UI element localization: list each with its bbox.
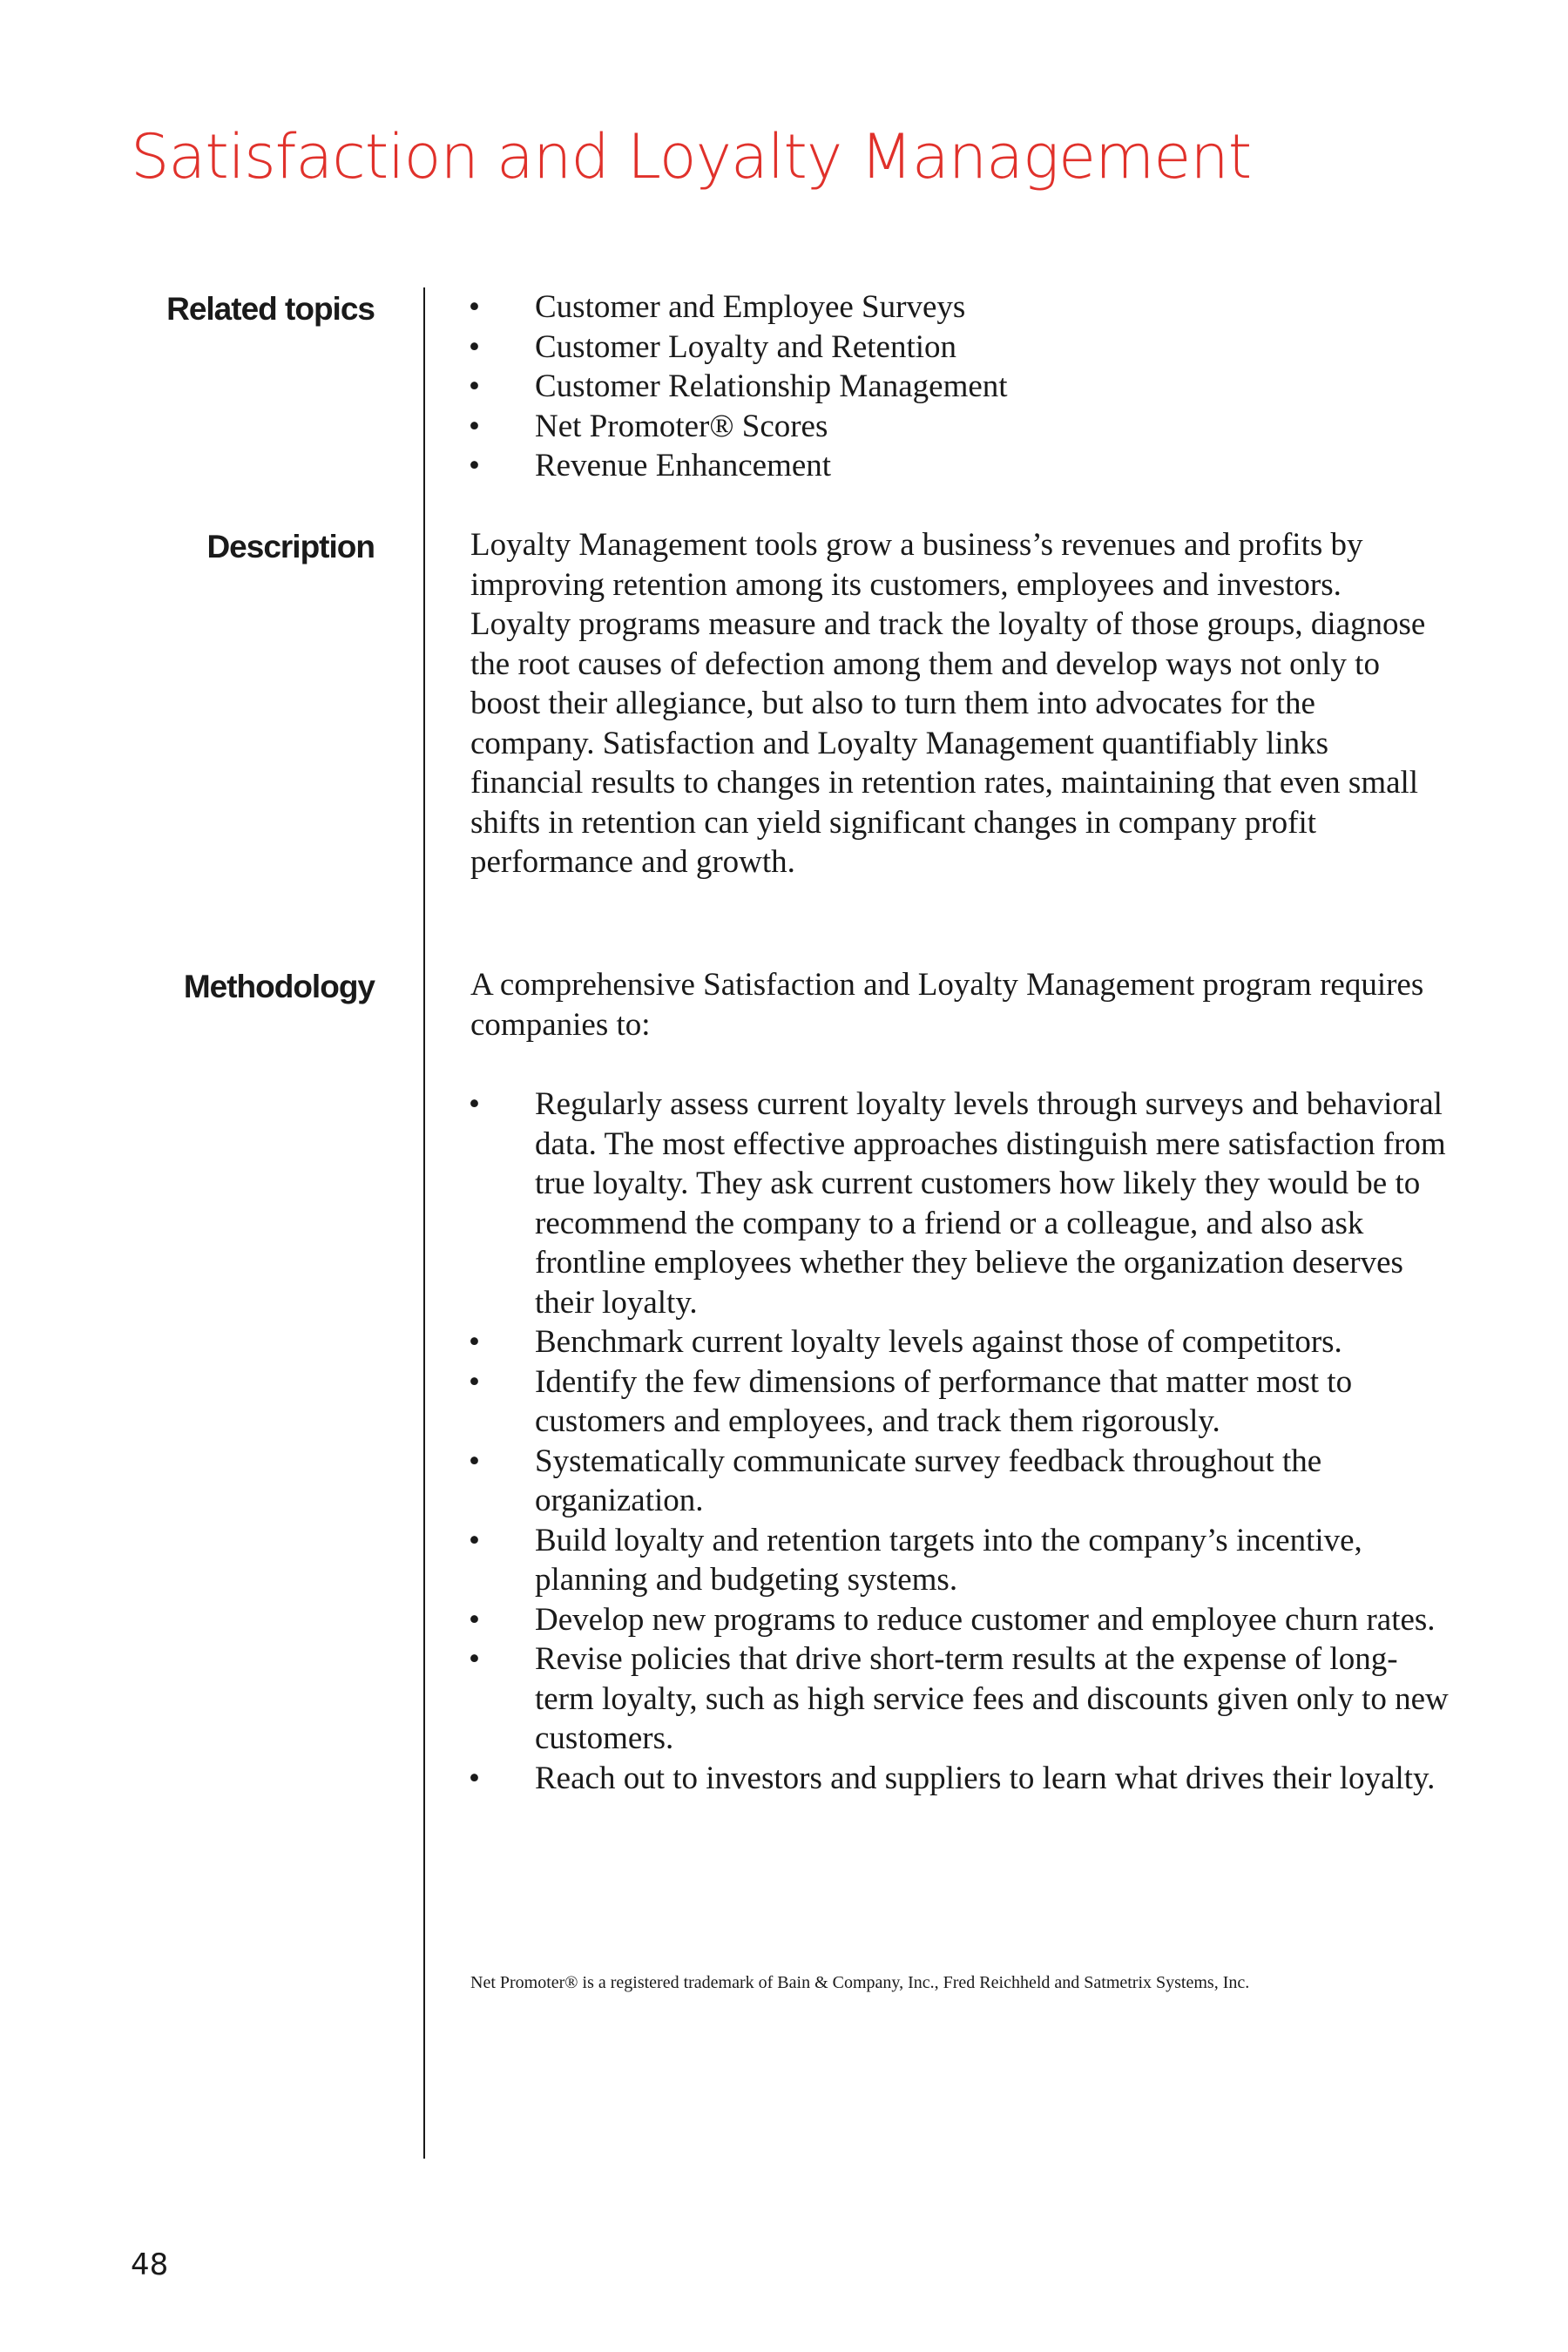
page-title: Satisfaction and Loyalty Management <box>131 121 1252 193</box>
related-topic-text: Customer Relationship Management <box>535 368 1008 404</box>
methodology-item <box>469 1322 1453 1362</box>
methodology-text: Benchmark current loyalty levels against those of competitors. <box>535 1324 1342 1360</box>
related-topic-text: Customer Loyalty and Retention <box>535 328 956 365</box>
methodology-item <box>469 1085 1453 1322</box>
methodology-list <box>469 1085 1453 1798</box>
bullet-icon: • <box>469 1601 480 1638</box>
bullet-icon: • <box>469 1324 480 1360</box>
page-number: 48 <box>131 2247 169 2282</box>
description-label: Description <box>206 529 375 564</box>
methodology-text: Develop new programs to reduce customer and employee churn rates. <box>535 1601 1436 1638</box>
bullet-icon: • <box>469 1760 480 1796</box>
methodology-item <box>469 1362 1453 1442</box>
methodology-intro: A comprehensive Satisfaction and Loyalty Management program requires companies to: <box>470 967 1424 1043</box>
bullet-icon: • <box>469 1641 480 1677</box>
related-topic-text: Net Promoter® Scores <box>535 408 828 444</box>
related-topic-text: Customer and Employee Surveys <box>535 289 966 325</box>
methodology-item <box>469 1442 1453 1521</box>
bullet-icon: • <box>469 368 480 404</box>
bullet-icon: • <box>469 1443 480 1479</box>
bullet-icon: • <box>469 1522 480 1558</box>
vertical-divider <box>423 287 425 2159</box>
bullet-icon: • <box>469 1086 480 1122</box>
methodology-text: Systematically communicate survey feedback throughout the organization. <box>535 1443 1322 1518</box>
related-topic-item <box>469 367 1453 407</box>
related-topic-text: Revenue Enhancement <box>535 448 832 483</box>
related-topic-item <box>469 328 1453 368</box>
related-topics-label: Related topics <box>166 291 375 327</box>
related-topic-item <box>469 446 1453 486</box>
methodology-text: Build loyalty and retention targets into the company’s incentive, planning and budgeting systems. <box>535 1522 1362 1598</box>
methodology-text: Regularly assess current loyalty levels through surveys and behavioral data. The most effective approaches distinguish mere satisfaction from true loyalty. They ask current customers how likely they would be to recommend the company to a friend or a colleague, and also ask frontline employees whether they believe the organization deserves their loyalty. <box>535 1086 1446 1321</box>
methodology-text: Reach out to investors and suppliers to learn what drives their loyalty. <box>535 1760 1436 1796</box>
methodology-item <box>469 1521 1453 1600</box>
trademark-footnote: Net Promoter® is a registered trademark of Bain & Company, Inc., Fred Reichheld and Satmetrix Systems, Inc. <box>470 1973 1250 1992</box>
methodology-text: Identify the few dimensions of performance that matter most to customers and employees, and track them rigorously. <box>535 1363 1353 1439</box>
methodology-item <box>469 1639 1453 1759</box>
bullet-icon: • <box>469 1363 480 1400</box>
methodology-item <box>469 1759 1453 1799</box>
related-topics-list <box>469 287 1453 486</box>
related-topic-item <box>469 407 1453 447</box>
methodology-item <box>469 1600 1453 1640</box>
description-text: Loyalty Management tools grow a business’s revenues and profits by improving retention among its customers, employees and investors. Loyalty programs measure and track the loyalty of those groups, diagnose the root causes of defection among them and develop ways not only to boost their allegiance, but also to turn them into advocates for the company. Satisfaction and Loyalty Management quantifiably links financial results to changes in retention rates, maintaining that even small shifts in retention can yield significant changes in company profit performance and growth. <box>470 527 1426 880</box>
methodology-text: Revise policies that drive short-term results at the expense of long-term loyalty, such as high service fees and discounts given only to new customers. <box>535 1641 1449 1756</box>
bullet-icon: • <box>469 328 480 365</box>
bullet-icon: • <box>469 289 480 325</box>
methodology-label: Methodology <box>183 969 375 1004</box>
bullet-icon: • <box>469 408 480 444</box>
related-topic-item <box>469 287 1453 328</box>
bullet-icon: • <box>469 448 480 483</box>
